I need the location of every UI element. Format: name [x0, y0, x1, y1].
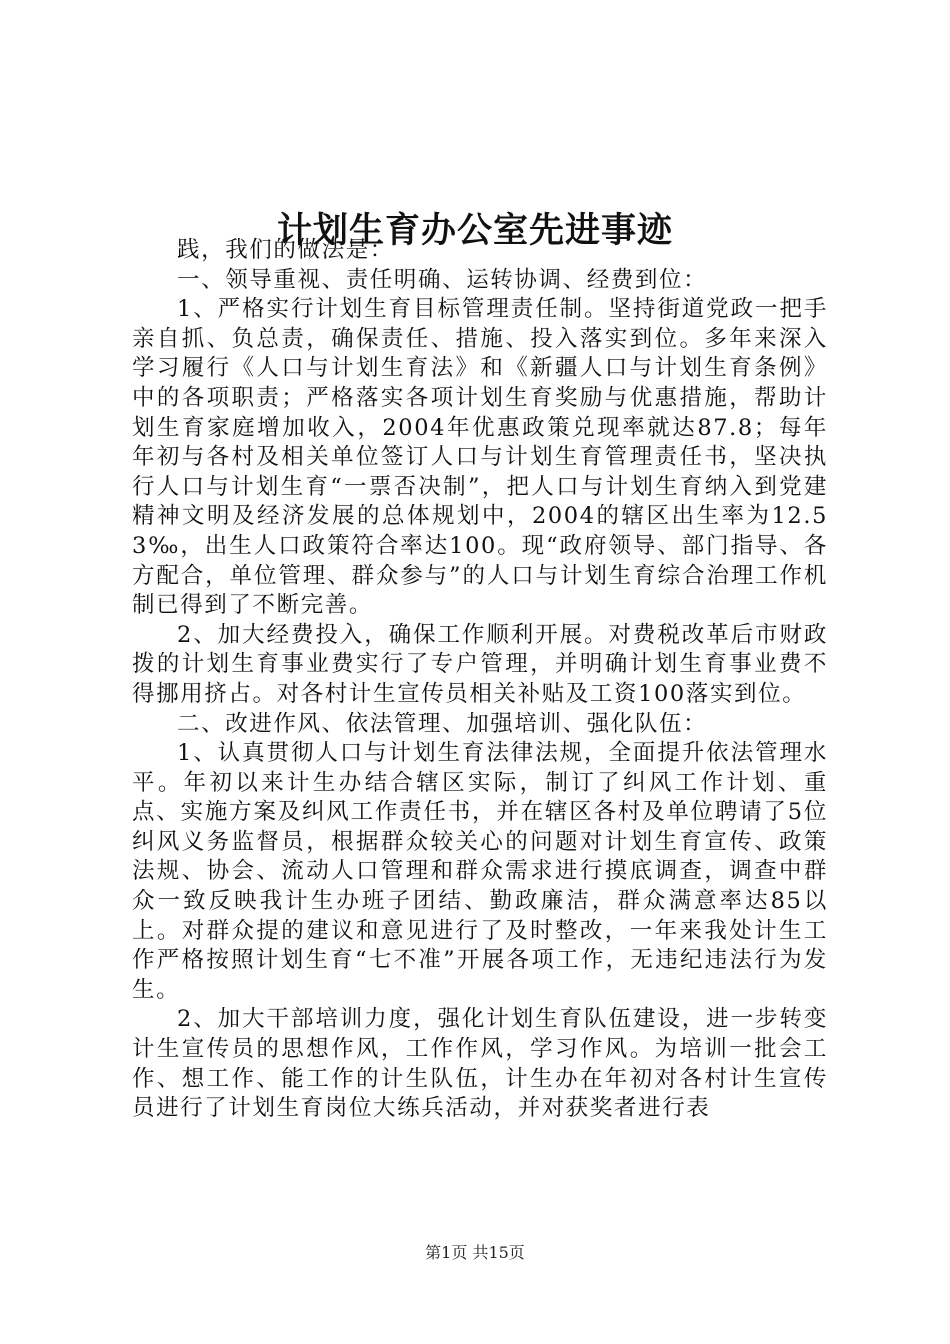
document-title: 计划生育办公室先进事迹	[276, 211, 673, 252]
paragraph-training: 2、加大干部培训力度，强化计划生育队伍建设，进一步转变计生宣传员的思想作风，工作作风，学习作风。为培训一批会工作、想工作、能工作的计生队伍，计生办在年初对各村计生宣传员进行了计划生育岗位大练兵活动，并对获奖者进行表	[132, 1006, 828, 1122]
section-heading-one: 一、领导重视、责任明确、运转协调、经费到位：	[177, 266, 708, 293]
paragraph-funding: 2、加大经费投入，确保工作顺利开展。对费税改革后市财政拨的计划生育事业费实行了专户管理，并明确计划生育事业费不得挪用挤占。对各村计生宣传员相关补贴及工资100落实到位。	[132, 621, 828, 707]
paragraph-responsibility: 1、严格实行计划生育目标管理责任制。坚持街道党政一把手亲自抓、负总责，确保责任、措施、投入落实到位。多年来深入学习履行《人口与计划生育法》和《新疆人口与计划生育条例》中的各项职责；严格落实各项计划生育奖励与优惠措施，帮助计划生育家庭增加收入，2004年优惠政策兑现率就达87.8；每年年初与各村及相关单位签订人口与计划生育管理责任书，坚决执行人口与计划生育“一票否决制”，把人口与计划生育纳入到党建精神文明及经济发展的总体规划中，2004的辖区出生率为12.53‰，出生人口政策符合率达100。现“政府领导、部门指导、各方配合，单位管理、群众参与”的人口与计划生育综合治理工作机制已得到了不断完善。	[132, 296, 828, 619]
document-body	[132, 236, 828, 1124]
paragraph-legal-management: 1、认真贯彻人口与计划生育法律法规，全面提升依法管理水平。年初以来计生办结合辖区实际，制订了纠风工作计划、重点、实施方案及纠风工作责任书，并在辖区各村及单位聘请了5位纠风义务监督员，根据群众较关心的问题对计划生育宣传、政策法规、协会、流动人口管理和群众需求进行摸底调查，调查中群众一致反映我计生办班子团结、勤政廉洁，群众满意率达85以上。对群众提的建议和意见进行了及时整改，一年来我处计生工作严格按照计划生育“七不准”开展各项工作，无违纪违法行为发生。	[132, 740, 828, 1003]
paragraph-intro: 践，我们的做法是：	[177, 237, 394, 263]
section-heading-two: 二、改进作风、依法管理、加强培训、强化队伍：	[177, 710, 708, 737]
page-number: 第1页 共15页	[425, 1243, 525, 1262]
